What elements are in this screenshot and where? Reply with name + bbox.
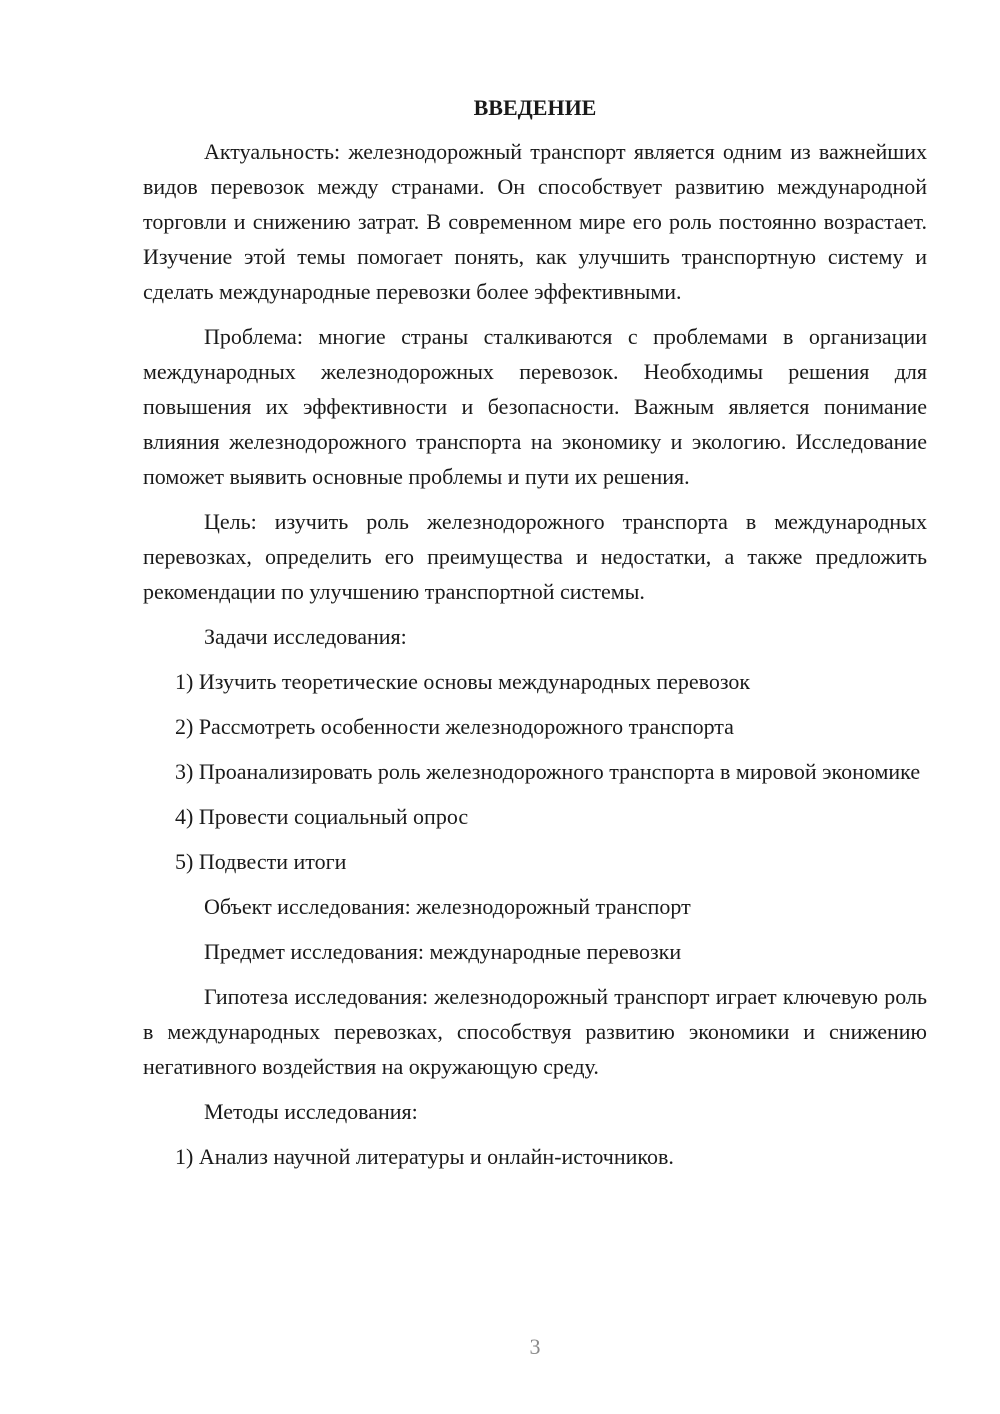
- problem-paragraph: Проблема: многие страны сталкиваются с проблемами в организации международных железнодорожных перевозок. Необходимы решения для повышения их эффективности и безопасности. Важным является понимание влияния железнодорожного транспорта на экономику и экологию. Исследование поможет выявить основные проблемы и пути их решения.: [143, 324, 927, 489]
- methods-heading: Методы исследования:: [204, 1099, 418, 1124]
- task-item: 1) Изучить теоретические основы международных перевозок: [175, 669, 751, 694]
- object-paragraph: Объект исследования: железнодорожный транспорт: [204, 894, 691, 919]
- task-item: 2) Рассмотреть особенности железнодорожного транспорта: [175, 714, 734, 739]
- tasks-heading: Задачи исследования:: [204, 624, 407, 649]
- method-item: 1) Анализ научной литературы и онлайн-источников.: [175, 1144, 674, 1169]
- goal-paragraph: Цель: изучить роль железнодорожного транспорта в международных перевозках, определить его преимущества и недостатки, а также предложить рекомендации по улучшению транспортной системы.: [143, 509, 927, 604]
- task-item: 5) Подвести итоги: [175, 849, 347, 874]
- subject-paragraph: Предмет исследования: международные перевозки: [204, 939, 682, 964]
- task-item: 3) Проанализировать роль железнодорожного транспорта в мировой экономике: [175, 759, 921, 784]
- section-title: ВВЕДЕНИЕ: [473, 95, 597, 120]
- task-item: 4) Провести социальный опрос: [175, 804, 469, 829]
- page-content: [143, 90, 927, 1184]
- page-number: 3: [529, 1334, 541, 1359]
- relevance-paragraph: Актуальность: железнодорожный транспорт является одним из важнейших видов перевозок между странами. Он способствует развитию международной торговли и снижению затрат. В современном мире его роль постоянно возрастает. Изучение этой темы помогает понять, как улучшить транспортную систему и сделать международные перевозки более эффективными.: [143, 139, 927, 304]
- hypothesis-paragraph: Гипотеза исследования: железнодорожный транспорт играет ключевую роль в международных перевозках, способствуя развитию экономики и снижению негативного воздействия на окружающую среду.: [143, 984, 927, 1079]
